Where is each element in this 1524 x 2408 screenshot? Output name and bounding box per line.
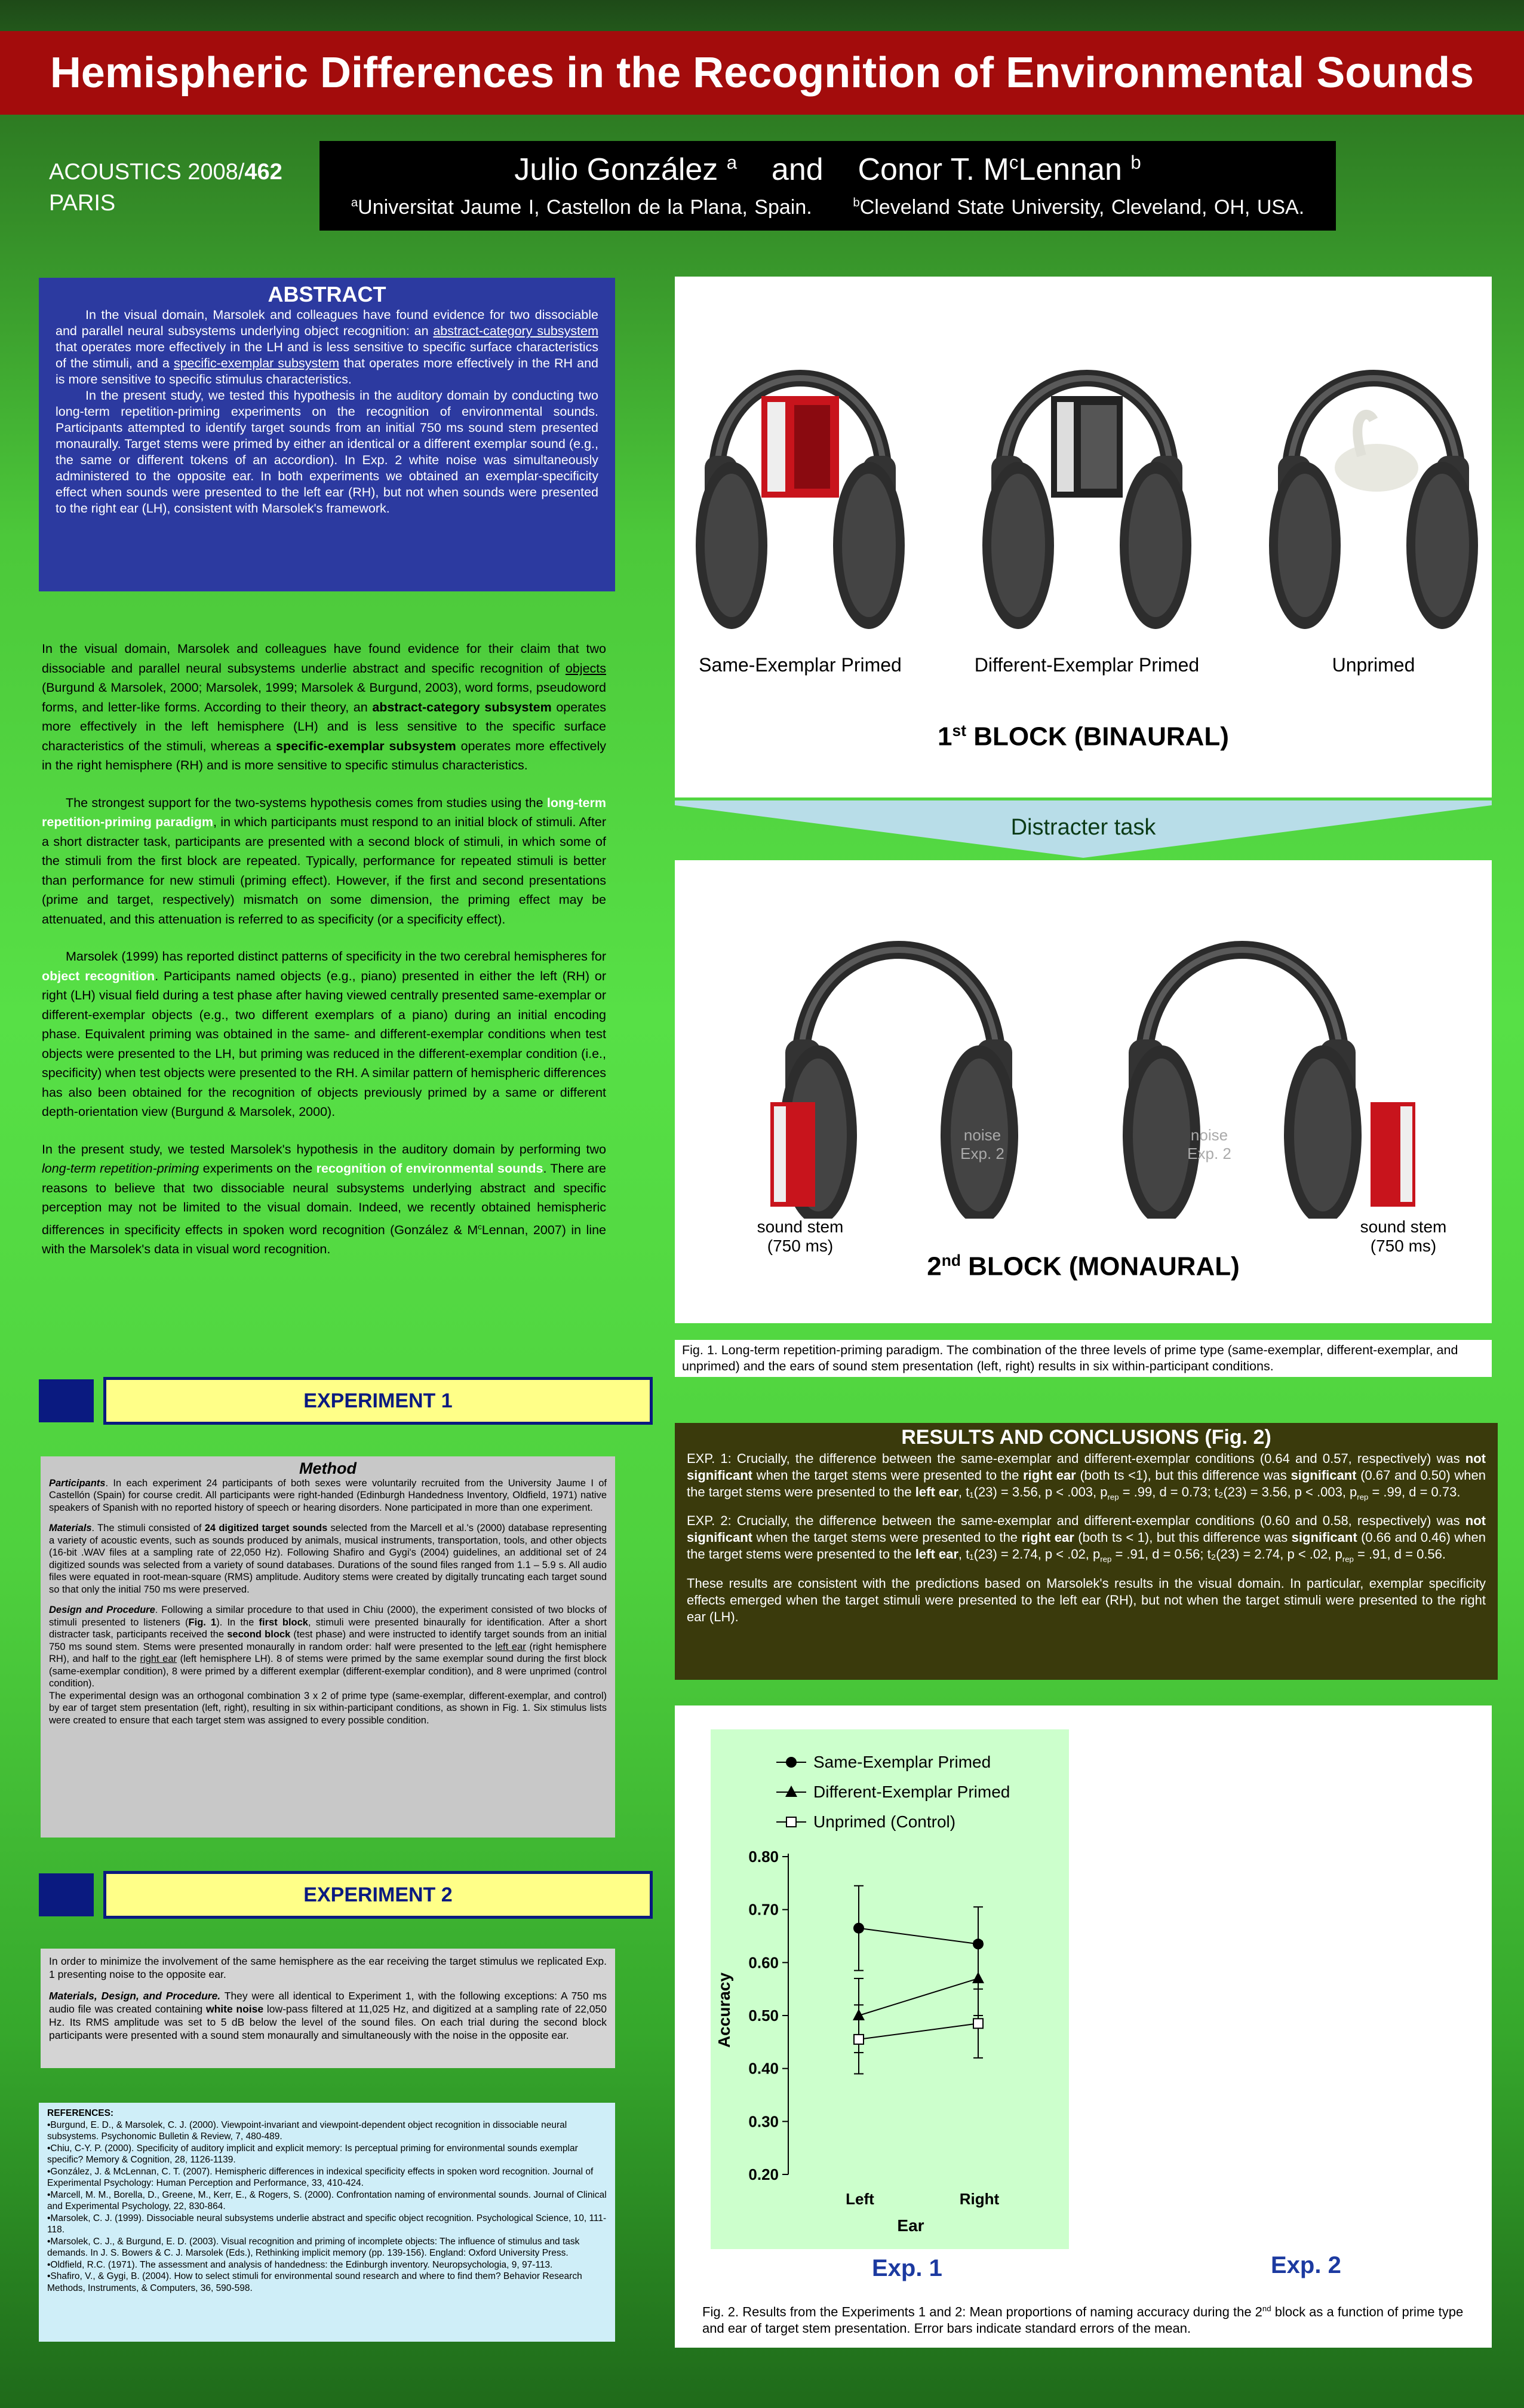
design-text: (test phase) and were instructed to identify target sounds from an initial 750 ms sound stem. Stems were presented monaurally in random order: half were presented to the xyxy=(49,1629,607,1652)
noise-text: noise xyxy=(1190,1126,1228,1144)
results-bold: right ear xyxy=(1023,1468,1076,1483)
intro-text: . There are reasons to believe that two dissociable neural subsystems underlying abstract and specific perception may not be limited to the visual domain. Indeed, we recently obtained hemispheric differences in specificity effects in spoken word recognition (González & M xyxy=(42,1161,606,1237)
results-text: when the target stems were presented to the xyxy=(752,1468,1024,1483)
references-heading: REFERENCES: xyxy=(47,2108,114,2118)
results-text: EXP. 2: Crucially, the difference between the same-exemplar and different-exemplar conditions (0.60 and 0.58, respectively) was xyxy=(687,1513,1465,1529)
reference-item: •Shafiro, V., & Gygi, B. (2004). How to select stimuli for environmental sound research and where to find them? Behavior Research Methods, Instruments, & Computers, 36, 590-598. xyxy=(47,2271,582,2293)
swan-icon xyxy=(1335,444,1418,492)
results-exp1 xyxy=(687,1450,1486,1505)
x-tick-label: Right xyxy=(959,2190,1000,2208)
intro-text: Marsolek (1999) has reported distinct patterns of specificity in the two cerebral hemispheres for xyxy=(66,949,606,964)
intro-highlight: object recognition xyxy=(42,968,155,983)
exp2-heading: Materials, Design, and Procedure. xyxy=(49,1990,221,2002)
noise-text: noise xyxy=(963,1126,1001,1144)
exp2-bold: white noise xyxy=(206,2003,264,2015)
materials-text: selected from the Marcell et al.'s (2000) database representing a variety of acoustic events, such as sounds produced by animals, musical instruments, transportation, tools, and other objects (16-bit .WAV files at a sampling rate of 22,050 Hz). Following Shafiro and Gygi's (2004) guidelines, an additional set of 24 digitized sounds was selected from a variety of sound databases. Durations of the sound files ranged from 1.1 – 5.9 s. All audio files were equated in root-mean-square (RMS) amplitude. Auditory stems were created by digitally truncating each target sound so that only the initial 750 ms were preserved. xyxy=(49,1523,607,1595)
design-underlined: right ear xyxy=(140,1654,177,1664)
condition-unprimed: Unprimed xyxy=(1332,654,1415,676)
abstract-text: that operates more effectively in the LH and is less sensitive to specific surface characteristics of the stimuli, and a xyxy=(56,340,598,370)
abstract-paragraph-2: In the present study, we tested this hypothesis in the auditory domain by conducting two long-term repetition-priming experiments on the recognition of environmental sounds. Participants attempted to identify target sounds from an initial 750 ms sound stem presented monaurally. Target stems were primed by either an identical or a different exemplar sound (e.g., the same or different tokens of an accordion). In Exp. 2 white noise was simultaneously administered to the opposite ear. In both experiments we obtained an exemplar-specificity effect when sounds were presented to the left ear (RH), but not when sounds were presented to the right ear (LH), consistent with Marsolek's framework. xyxy=(56,388,598,516)
intro-text: operates more effectively in the left hemisphere (LH) and is less sensitive to the specific surface characteristics of the stimuli, whereas a xyxy=(42,700,606,753)
x-tick-label: Left xyxy=(846,2190,874,2208)
intro-sup: c xyxy=(478,1222,482,1231)
abstract-paragraph-1 xyxy=(56,307,598,388)
results-bold: right ear xyxy=(1021,1530,1074,1545)
intro-highlight: recognition of environmental sounds xyxy=(316,1161,543,1176)
experiment-1-header xyxy=(39,1377,654,1425)
distracter-label: Distracter task xyxy=(1010,815,1156,840)
abstract-text: that operates more effectively in the RH and is more sensitive to specific stimulus characteristics. xyxy=(56,356,598,386)
caption-text: Fig. 2. Results from the Experiments 1 and 2: Mean proportions of naming accuracy during the 2 xyxy=(702,2304,1262,2320)
noise-exp: Exp. 2 xyxy=(1187,1145,1231,1162)
results-conclusion: These results are consistent with the predictions based on Marsolek's results in the visual domain. In particular, exemplar specificity effects emerged when the target stimuli were presented to the left ear (RH), but not when the target stimuli were presented to the right ear (LH). xyxy=(687,1575,1486,1624)
reference-item: •Oldfield, R.C. (1971). The assessment and analysis of handedness: the Edinburgh inventory. Neuropsychologia, 9, 97-113. xyxy=(47,2259,553,2270)
results-bold: significant xyxy=(1291,1468,1357,1483)
materials-heading: Materials xyxy=(49,1523,92,1533)
figure-1-block-2-panel xyxy=(675,860,1492,1323)
results-text: = .99, d = 0.73. xyxy=(1368,1484,1461,1499)
author2-sup-c: c xyxy=(1009,152,1019,173)
author2-sup: b xyxy=(1130,152,1141,173)
y-tick-label: 0.40 xyxy=(748,2059,779,2078)
abstract-box xyxy=(39,278,615,591)
block-1-sup: st xyxy=(952,722,966,740)
intro-text: In the present study, we tested Marsolek's hypothesis in the auditory domain by performing two xyxy=(42,1142,606,1157)
experiment-2-box xyxy=(41,1949,615,2068)
experiment-1-square xyxy=(39,1379,94,1422)
block-2-num: 2 xyxy=(927,1251,942,1281)
intro-text: experiments on the xyxy=(199,1161,317,1176)
results-sub: rep xyxy=(1357,1492,1369,1502)
design-heading: Design and Procedure xyxy=(49,1605,155,1615)
intro-term: abstract-category subsystem xyxy=(372,700,552,714)
method-heading: Method xyxy=(299,1459,357,1477)
intro-highlight: long-term repetition-priming paradigm xyxy=(42,795,606,829)
intro-paragraph-3 xyxy=(42,947,606,1122)
design-bold: first block xyxy=(259,1616,308,1628)
y-tick-label: 0.50 xyxy=(748,2007,779,2024)
results-bold: not significant xyxy=(687,1513,1486,1545)
block-1-headphones-illustration xyxy=(675,277,1492,659)
design-paragraph xyxy=(49,1604,607,1690)
results-bold: not significant xyxy=(687,1451,1486,1483)
results-text: (both ts < 1), but this difference was xyxy=(1074,1530,1292,1545)
design-text: ). In the xyxy=(216,1616,259,1628)
and-word: and xyxy=(771,152,824,187)
reference-item: •Burgund, E. D., & Marsolek, C. J. (2000). Viewpoint-invariant and viewpoint-dependent object recognition in dissociable neural subsystems. Psychonomic Bulletin & Review, 7, 480-489. xyxy=(47,2119,567,2142)
y-tick-label: 0.80 xyxy=(748,1848,779,1866)
intro-text: The strongest support for the two-systems hypothesis comes from studies using the xyxy=(66,795,547,810)
intro-paragraph-1 xyxy=(42,639,606,775)
figure-2-panel xyxy=(675,1705,1492,2348)
legend-entry: Different-Exemplar Primed xyxy=(813,1783,1010,1801)
results-exp2 xyxy=(687,1513,1486,1567)
reference-item: •Chiu, C-Y. P. (2000). Specificity of auditory implicit and explicit memory: Is perceptual priming for environmental sounds exemplar specific? Memory & Cognition, 28, 1126-1139. xyxy=(47,2143,578,2165)
results-text: (0.66 and 0.46) when the target stems were presented to the xyxy=(687,1530,1486,1562)
author1: Julio González xyxy=(514,152,718,187)
y-tick-label: 0.70 xyxy=(748,1900,779,1919)
headphones-unprimed xyxy=(1269,378,1478,629)
caption-sup: nd xyxy=(1262,2304,1271,2313)
results-text: (both ts <1), but this difference was xyxy=(1076,1468,1291,1483)
author2-post: Lennan xyxy=(1018,152,1122,187)
noise-label-left xyxy=(947,1126,1018,1163)
participants-heading: Participants xyxy=(49,1477,106,1489)
headphones-same xyxy=(696,378,905,629)
data-point xyxy=(973,2019,983,2028)
intro-term: specific-exemplar subsystem xyxy=(276,738,456,753)
affil2-sup: b xyxy=(853,196,860,210)
block-1-title xyxy=(675,722,1492,752)
conference-city: PARIS xyxy=(49,191,116,216)
results-text: (0.67 and 0.50) when the target stems were presented to the xyxy=(687,1468,1486,1499)
author1-sup: a xyxy=(726,152,738,173)
results-bold: significant xyxy=(1291,1530,1357,1545)
results-sub: rep xyxy=(1107,1492,1119,1502)
method-box xyxy=(41,1456,615,1838)
experiment-1-label: EXPERIMENT 1 xyxy=(103,1377,653,1425)
intro-text: operates more effectively in the right hemisphere (RH) and is more sensitive to specific stimulus characteristics. xyxy=(42,738,607,772)
figure-2-caption xyxy=(702,2300,1479,2337)
materials-paragraph xyxy=(49,1522,607,1596)
results-sub: rep xyxy=(1342,1554,1354,1564)
introduction xyxy=(42,639,606,1277)
results-text: = .91, d = 0.56. xyxy=(1353,1547,1446,1562)
design-paragraph-2: The experimental design was an orthogonal combination 3 x 2 of prime type (same-exemplar, different-exemplar, and control) by ear of target stem presentation (left, right), resulting in six within-participant conditions, as shown in Fig. 1. Six stimulus lists were created to ensure that each target stem was assigned to every possible condition. xyxy=(49,1690,607,1726)
results-text: when the target stems were presented to the xyxy=(752,1530,1022,1545)
condition-different-exemplar: Different-Exemplar Primed xyxy=(974,654,1200,676)
noise-exp: Exp. 2 xyxy=(960,1145,1004,1162)
block-2-text: BLOCK (MONAURAL) xyxy=(960,1251,1240,1281)
legend-marker xyxy=(786,1757,797,1768)
abstract-term-1: abstract-category subsystem xyxy=(433,324,598,338)
exp-2-label: Exp. 2 xyxy=(1271,2252,1341,2278)
participants-paragraph xyxy=(49,1477,607,1514)
legend-marker xyxy=(786,1817,796,1827)
y-tick-label: 0.60 xyxy=(748,1953,779,1972)
design-bold: second block xyxy=(227,1629,291,1640)
data-point xyxy=(853,1923,864,1934)
y-axis-label: Accuracy xyxy=(715,1972,733,2048)
results-text: = .91, d = 0.56; t₂(23) = 2.74, p < .02, p xyxy=(1111,1547,1342,1562)
intro-text: . Participants named objects (e.g., piano) presented in either the left (RH) or right (LH) visual field during a test phase after having viewed centrally presented same-exemplar or different-exemplar objects (e.g., two different exemplars of a piano) during an initial encoding phase. Equivalent priming was obtained in the same- and different-exemplar conditions when test objects were presented to the LH, but priming was reduced in the different-exemplar condition (i.e., specificity) when test objects were presented to the RH. A similar pattern of hemispheric differences has also been obtained for the recognition of objects previously primed by a same or different depth-orientation view (Burgund & Marsolek, 2000). xyxy=(42,968,607,1119)
conference-info xyxy=(49,157,312,219)
caption-text: block as a function of prime type and ear of target stem presentation. Error bars indicate standard errors of the mean. xyxy=(702,2304,1464,2336)
conference-name: ACOUSTICS 2008/ xyxy=(49,159,245,185)
results-bold: left ear xyxy=(915,1547,958,1562)
results-heading: RESULTS AND CONCLUSIONS (Fig. 2) xyxy=(901,1426,1271,1449)
references-box xyxy=(39,2103,615,2342)
exp2-paragraph-1: In order to minimize the involvement of the same hemisphere as the ear receiving the target stimulus we replicated Exp. 1 presenting noise to the opposite ear. xyxy=(49,1955,607,1980)
poster-title: Hemispheric Differences in the Recognition of Environmental Sounds xyxy=(0,31,1524,115)
reference-item: •González, J. & McLennan, C. T. (2007). Hemispheric differences in indexical specificity effects in spoken word recognition. Journal of Experimental Psychology: Human Perception and Performance, 33, 410-424. xyxy=(47,2166,594,2188)
affiliation-2: Cleveland State University, Cleveland, OH, USA. xyxy=(859,196,1305,219)
affil1-sup: a xyxy=(351,196,358,210)
headphones-different xyxy=(982,378,1191,629)
exp2-text: They were all identical to Experiment 1, with the following exceptions: A 750 ms audio file was created containing xyxy=(49,1990,607,2015)
design-text: (right hemisphere RH), and half to the xyxy=(49,1641,607,1664)
materials-bold: 24 digitized target sounds xyxy=(204,1523,328,1533)
experiment-2-square xyxy=(39,1873,94,1916)
reference-item: •Marsolek, C. J., & Burgund, E. D. (2003). Visual recognition and priming of incomplete objects: The influence of stimulus and task demands. In J. S. Bowers & C. J. Marsolek (Eds.), Rethinking implicit memory (pp. 139-156). England: Oxford University Press. xyxy=(47,2236,580,2258)
distracter-task-arrow xyxy=(675,800,1492,858)
block-2-headphones-illustration xyxy=(675,860,1492,1219)
block-1-text: BLOCK (BINAURAL) xyxy=(966,722,1229,751)
stem-text: sound stem xyxy=(1360,1217,1447,1236)
author2: Conor T. M xyxy=(858,152,1009,187)
sound-stem-right xyxy=(1338,1217,1469,1256)
conference-number: 462 xyxy=(244,159,282,185)
intro-paragraph-2 xyxy=(42,793,606,930)
x-axis-label: Ear xyxy=(897,2216,924,2235)
participants-text: . In each experiment 24 participants of both sexes were voluntarily recruited from the University Jaume I of Castellón (Spain) for course credit. All participants were right-handed (Edinburgh Handedness Inventory, Oldfield, 1971) native speakers of Spanish with no reported history of speech or hearing disorders. None participated in more than one experiment. xyxy=(49,1477,607,1513)
noise-label-right xyxy=(1173,1126,1245,1163)
results-box xyxy=(675,1423,1498,1680)
y-tick-label: 0.30 xyxy=(748,2112,779,2131)
abstract-heading: ABSTRACT xyxy=(268,282,386,306)
legend-entry: Unprimed (Control) xyxy=(813,1812,956,1831)
results-sub: rep xyxy=(1100,1554,1112,1564)
block-2-sup: nd xyxy=(941,1251,961,1269)
exp2-text: low-pass filtered at 11,025 Hz, and digitized at a sampling rate of 22,050 Hz. Its RMS amplitude was set to 5 dB below the level of the sound files. On each trial during the second block participants were presented with a sound stem monaurally and simultaneously with the noise in the opposite ear. xyxy=(49,2003,607,2041)
results-text: , t₁(23) = 3.56, p < .003, p xyxy=(958,1484,1108,1499)
intro-italic: long-term repetition-priming xyxy=(42,1161,199,1176)
exp-1-label: Exp. 1 xyxy=(872,2255,942,2281)
figure-1-caption: Fig. 1. Long-term repetition-priming paradigm. The combination of the three levels of prime type (same-exemplar, different-exemplar, and unprimed) and the ears of sound stem presentation (left, right) results in six within-participant conditions. xyxy=(675,1340,1492,1377)
intro-underlined: objects xyxy=(565,661,606,676)
abstract-term-2: specific-exemplar subsystem xyxy=(173,356,340,370)
exp2-paragraph-2 xyxy=(49,1989,607,2042)
stem-duration: (750 ms) xyxy=(1370,1237,1437,1255)
condition-same-exemplar: Same-Exemplar Primed xyxy=(699,654,902,676)
reference-item: •Marcell, M. M., Borella, D., Greene, M., Kerr, E., & Rogers, S. (2000). Confrontation naming of environmental sounds. Journal of Clinical and Experimental Psychology, 22, 830-864. xyxy=(47,2189,607,2211)
block-1-num: 1 xyxy=(938,722,952,751)
materials-text: . The stimuli consisted of xyxy=(91,1523,205,1533)
results-bold: left ear xyxy=(915,1484,958,1499)
stem-text: sound stem xyxy=(757,1217,844,1236)
reference-item: •Marsolek, C. J. (1999). Dissociable neural subsystems underlie abstract and specific object recognition. Psychological Science, 10, 111-118. xyxy=(47,2213,607,2235)
block-2-title xyxy=(675,1251,1492,1282)
figure-1-block-1-panel xyxy=(675,277,1492,797)
experiment-2-header xyxy=(39,1871,654,1919)
stem-duration: (750 ms) xyxy=(767,1237,834,1255)
accuracy-line-chart xyxy=(675,1705,1492,2291)
design-text: , stimuli were presented binaurally for identification. After a short distracter task, participants received the xyxy=(49,1616,607,1640)
design-text: (left hemisphere LH). 8 of stems were primed by the same exemplar sound during the first block (same-exemplar condition), 8 were primed by a different exemplar (different-exemplar condition), and 8 were unprimed (control condition). xyxy=(49,1654,607,1689)
intro-text: (Burgund & Marsolek, 2000; Marsolek, 1999; Marsolek & Burgund, 2003), word forms, pseudoword forms, and letter-like forms. According to their theory, an xyxy=(42,680,606,714)
headphones-right-ear xyxy=(1123,950,1362,1219)
authors-box xyxy=(319,141,1336,231)
intro-text: In the visual domain, Marsolek and colleagues have found evidence for their claim that two dissociable and parallel neural subsystems underlie abstract and specific recognition of xyxy=(42,642,606,676)
abstract-text: In the visual domain, Marsolek and colleagues have found evidence for two dissociable and parallel neural subsystems underlying object recognition: an xyxy=(56,308,598,338)
legend-entry: Same-Exemplar Primed xyxy=(813,1753,991,1771)
results-text: = .99, d = 0.73; t₂(23) = 3.56, p < .003, p xyxy=(1119,1484,1357,1499)
results-text: , t₁(23) = 2.74, p < .02, p xyxy=(958,1547,1101,1562)
experiment-2-label: EXPERIMENT 2 xyxy=(103,1871,653,1919)
affiliation-1: Universitat Jaume I, Castellon de la Plana, Spain. xyxy=(358,196,812,219)
intro-paragraph-4 xyxy=(42,1140,606,1259)
design-fig-ref: Fig. 1 xyxy=(188,1616,217,1628)
intro-text: , in which participants must respond to an initial block of stimuli. After a short distracter task, participants are presented with a second block of stimuli, in which some of the stimuli from the first block are repeated. Typically, performance for repeated stimuli is better than performance for new stimuli (priming effect). However, if the first and second presentations (prime and target, respectively) mismatch on some dimension, the priming effect may be attenuated, and this attenuation is referred to as specificity (or a specificity effect). xyxy=(42,815,606,927)
design-underlined: left ear xyxy=(495,1641,526,1652)
sound-stem-left xyxy=(735,1217,866,1256)
design-text: . Following a similar procedure to that used in Chiu (2000), the experiment consisted of two blocks of stimuli presented to listeners ( xyxy=(49,1605,607,1628)
data-point xyxy=(854,2035,864,2044)
y-tick-label: 0.20 xyxy=(748,2165,779,2183)
intro-text: Lennan, 2007) in line with the Marsolek's data in visual word recognition. xyxy=(42,1222,607,1257)
results-text: EXP. 1: Crucially, the difference between the same-exemplar and different-exemplar conditions (0.64 and 0.57, respectively) was xyxy=(687,1451,1465,1466)
